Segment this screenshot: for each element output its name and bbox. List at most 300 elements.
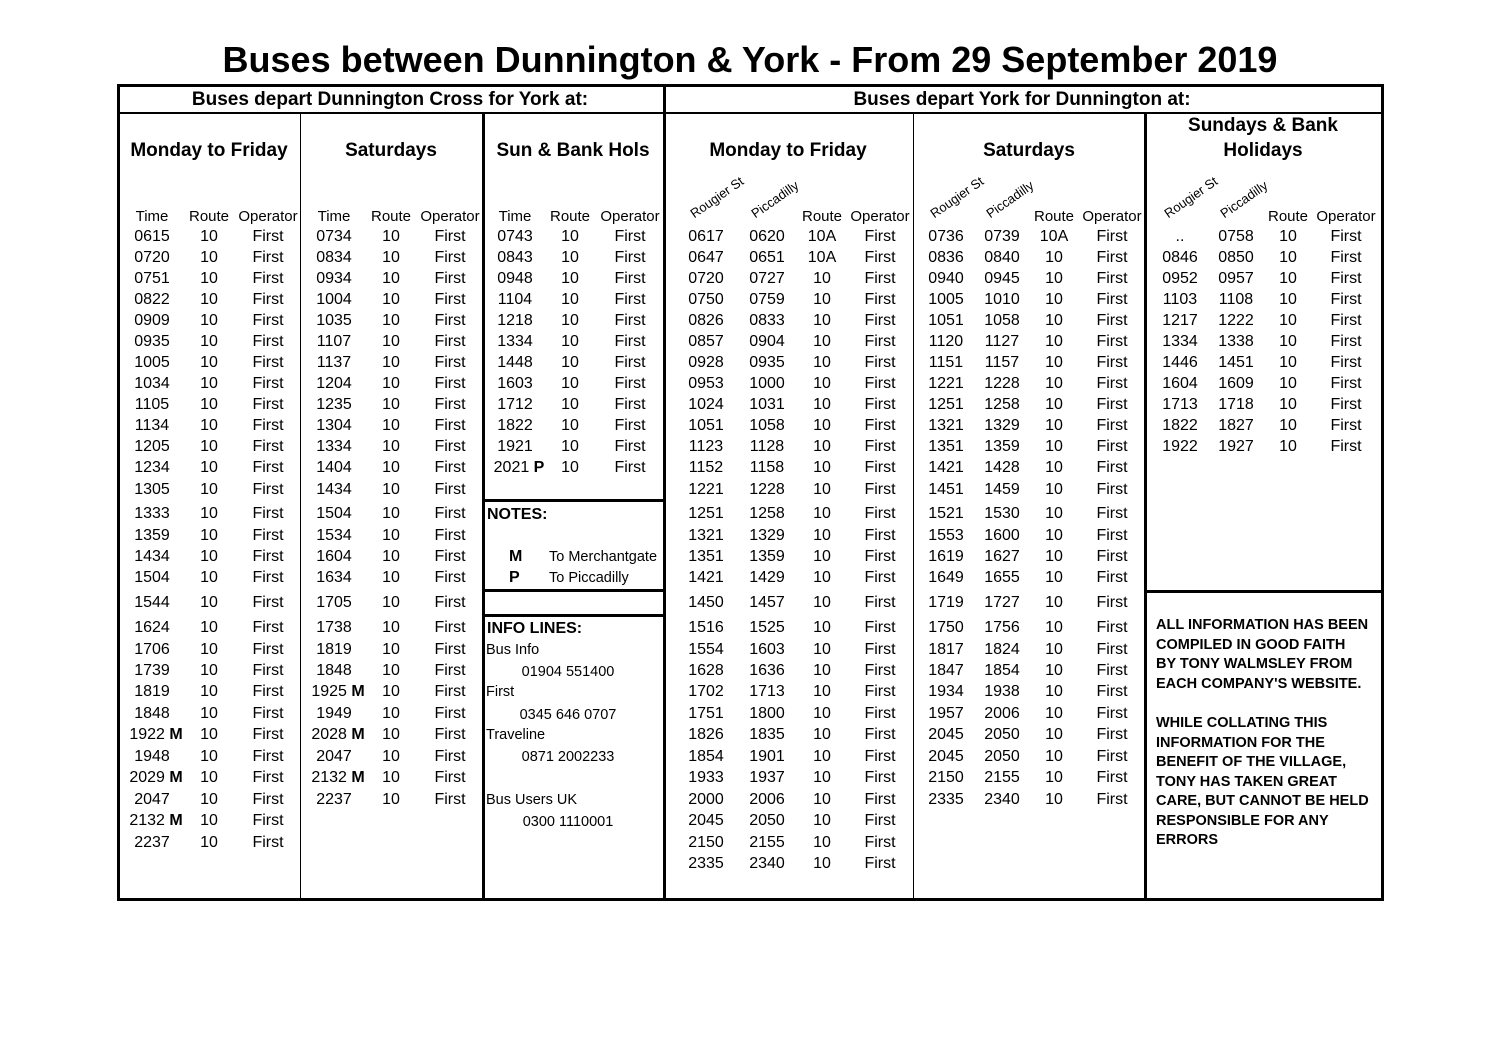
route-cell: 10: [382, 270, 400, 287]
time-cell: 1504: [134, 569, 170, 586]
time-cell: 0615: [134, 228, 170, 245]
operator-cell: First: [252, 312, 284, 329]
route-cell: 10: [561, 228, 579, 245]
route-cell: 10: [561, 417, 579, 434]
time-cell: 1948: [134, 748, 170, 765]
operator-cell: First: [252, 769, 284, 786]
operator-cell: First: [614, 438, 646, 455]
operator-cell: First: [434, 375, 466, 392]
time-cell: 1604: [316, 548, 352, 565]
stop-label: Rougier St: [687, 173, 747, 221]
piccadilly-time: 1127: [984, 333, 1020, 350]
rougier-st-time: 1826: [688, 726, 724, 743]
piccadilly-time: 1058: [984, 312, 1020, 329]
route-cell: 10: [813, 417, 831, 434]
operator-cell: First: [1096, 312, 1128, 329]
route-cell: 10: [813, 705, 831, 722]
disclaimer-line: BY TONY WALMSLEY FROM: [1156, 656, 1353, 672]
rougier-st-time: ..: [1175, 228, 1185, 245]
operator-cell: First: [252, 375, 284, 392]
piccadilly-time: 1338: [1218, 333, 1254, 350]
time-cell: 0734: [316, 228, 352, 245]
rougier-st-time: 1024: [688, 396, 724, 413]
route-cell: 10: [813, 748, 831, 765]
piccadilly-time: 1603: [749, 641, 785, 658]
route-cell: 10: [813, 812, 831, 829]
route-cell: 10: [1045, 354, 1063, 371]
operator-cell: First: [252, 619, 284, 636]
route-cell: 10: [1279, 228, 1297, 245]
piccadilly-time: 2155: [749, 834, 785, 851]
route-cell: 10: [1045, 641, 1063, 658]
route-cell: 10: [382, 375, 400, 392]
route-cell: 10: [813, 619, 831, 636]
operator-cell: First: [252, 505, 284, 522]
operator-cell: First: [434, 705, 466, 722]
column-header: Route: [1033, 208, 1075, 225]
route-cell: 10: [200, 333, 218, 350]
time-cell: 1848: [316, 662, 352, 679]
operator-cell: First: [1096, 748, 1128, 765]
operator-cell: First: [864, 333, 896, 350]
stop-label: Piccadilly: [1217, 177, 1271, 221]
route-cell: 10: [382, 417, 400, 434]
route-cell: 10: [1279, 417, 1297, 434]
time-cell: 1204: [316, 375, 352, 392]
rougier-st-time: 1604: [1162, 375, 1198, 392]
route-cell: 10: [1045, 619, 1063, 636]
route-cell: 10: [200, 769, 218, 786]
route-cell: 10: [382, 705, 400, 722]
time-cell: 1949: [316, 705, 352, 722]
route-cell: 10: [382, 438, 400, 455]
route-cell: 10: [1045, 333, 1063, 350]
route-cell: 10: [1045, 705, 1063, 722]
rougier-st-time: 0857: [688, 333, 724, 350]
rule: [482, 589, 665, 592]
rougier-st-time: 0750: [688, 291, 724, 308]
piccadilly-time: 1158: [749, 459, 785, 476]
route-cell: 10: [813, 834, 831, 851]
route-cell: 10: [1045, 291, 1063, 308]
rougier-st-time: 1151: [928, 354, 964, 371]
operator-cell: First: [252, 812, 284, 829]
stop-label: Piccadilly: [983, 177, 1037, 221]
rougier-st-time: 1421: [688, 569, 724, 586]
time-cell: 1603: [497, 375, 533, 392]
piccadilly-time: 0904: [749, 333, 785, 350]
route-cell: 10: [382, 726, 400, 743]
route-cell: 10: [1279, 312, 1297, 329]
route-cell: 10: [200, 354, 218, 371]
rougier-st-time: 2000: [688, 791, 724, 808]
operator-cell: First: [434, 333, 466, 350]
piccadilly-time: 2006: [749, 791, 785, 808]
time-cell: 1404: [316, 459, 352, 476]
piccadilly-time: 1108: [1218, 291, 1254, 308]
route-cell: 10: [200, 527, 218, 544]
time-cell: 1434: [316, 481, 352, 498]
route-cell: 10: [561, 438, 579, 455]
operator-cell: First: [1096, 683, 1128, 700]
route-cell: 10: [1045, 270, 1063, 287]
operator-cell: First: [864, 505, 896, 522]
info-phone: 01904 551400: [521, 664, 615, 680]
day-heading: Saturdays: [345, 140, 437, 161]
route-cell: 10: [200, 459, 218, 476]
rougier-st-time: 1822: [1162, 417, 1198, 434]
rougier-st-time: 0617: [688, 228, 724, 245]
operator-cell: First: [1096, 459, 1128, 476]
rougier-st-time: 2045: [688, 812, 724, 829]
rougier-st-time: 0647: [688, 249, 724, 266]
operator-cell: First: [864, 569, 896, 586]
route-cell: 10: [561, 312, 579, 329]
rougier-st-time: 1713: [1162, 396, 1198, 413]
time-cell: 1235: [316, 396, 352, 413]
operator-cell: First: [1096, 594, 1128, 611]
time-cell: 1005: [134, 354, 170, 371]
operator-cell: First: [252, 333, 284, 350]
piccadilly-time: 1938: [984, 683, 1020, 700]
column-header: Route: [801, 208, 843, 225]
piccadilly-time: 1525: [749, 619, 785, 636]
rougier-st-time: 1719: [928, 594, 964, 611]
route-cell: 10: [813, 855, 831, 872]
operator-cell: First: [434, 662, 466, 679]
operator-cell: First: [434, 726, 466, 743]
route-cell: 10: [200, 619, 218, 636]
time-cell: 1333: [134, 505, 170, 522]
operator-cell: First: [1330, 438, 1362, 455]
route-cell: 10: [1045, 662, 1063, 679]
time-cell: 1819: [134, 683, 170, 700]
rougier-st-time: 0928: [688, 354, 724, 371]
route-cell: 10: [813, 505, 831, 522]
rule: [1144, 590, 1383, 593]
operator-cell: First: [434, 249, 466, 266]
operator-cell: First: [1096, 228, 1128, 245]
route-cell: 10A: [807, 228, 837, 245]
rougier-st-time: 1451: [928, 481, 964, 498]
disclaimer-line: ALL INFORMATION HAS BEEN: [1156, 617, 1369, 633]
operator-cell: First: [252, 291, 284, 308]
time-cell: 1848: [134, 705, 170, 722]
note-text: To Merchantgate: [549, 549, 658, 565]
time-cell: 1034: [134, 375, 170, 392]
piccadilly-time: 2340: [749, 855, 785, 872]
piccadilly-time: 1359: [984, 438, 1020, 455]
operator-cell: First: [434, 396, 466, 413]
operator-cell: First: [1096, 726, 1128, 743]
route-cell: 10: [813, 396, 831, 413]
operator-cell: First: [1330, 417, 1362, 434]
rougier-st-time: 1521: [928, 505, 964, 522]
operator-cell: First: [252, 569, 284, 586]
operator-cell: First: [614, 375, 646, 392]
disclaimer-line: WHILE COLLATING THIS: [1156, 715, 1328, 731]
piccadilly-time: 2006: [984, 705, 1020, 722]
route-cell: 10: [813, 641, 831, 658]
piccadilly-time: 1827: [1218, 417, 1254, 434]
route-cell: 10: [1279, 291, 1297, 308]
page-title: Buses between Dunnington & York - From 29 September 2019: [222, 39, 1278, 80]
time-cell: 1004: [316, 291, 352, 308]
rougier-st-time: 1554: [688, 641, 724, 658]
piccadilly-time: 0739: [984, 228, 1020, 245]
operator-cell: First: [1330, 291, 1362, 308]
route-cell: 10: [200, 249, 218, 266]
rougier-st-time: 1957: [928, 705, 964, 722]
operator-cell: First: [1096, 438, 1128, 455]
rougier-st-time: 1817: [928, 641, 964, 658]
rule: [117, 898, 1383, 901]
operator-cell: First: [1096, 333, 1128, 350]
time-cell: 0822: [134, 291, 170, 308]
operator-cell: First: [252, 705, 284, 722]
operator-cell: First: [864, 375, 896, 392]
operator-cell: First: [252, 748, 284, 765]
rougier-st-time: 1120: [928, 333, 964, 350]
piccadilly-time: 1937: [749, 769, 785, 786]
rougier-st-time: 1217: [1162, 312, 1198, 329]
piccadilly-time: 0957: [1218, 270, 1254, 287]
rougier-st-time: 1750: [928, 619, 964, 636]
info-phone: 0871 2002233: [521, 749, 615, 765]
rougier-st-time: 1751: [688, 705, 724, 722]
route-cell: 10: [200, 662, 218, 679]
time-cell: 1819: [316, 641, 352, 658]
rougier-st-time: 1922: [1162, 438, 1198, 455]
time-cell: 1448: [497, 354, 533, 371]
route-cell: 10: [382, 312, 400, 329]
operator-cell: First: [1096, 375, 1128, 392]
operator-cell: First: [1330, 354, 1362, 371]
route-cell: 10: [382, 594, 400, 611]
column-header: Route: [549, 208, 591, 225]
time-cell: 2047: [316, 748, 352, 765]
route-cell: 10: [1045, 417, 1063, 434]
rougier-st-time: 2045: [928, 748, 964, 765]
operator-cell: First: [434, 748, 466, 765]
operator-cell: First: [614, 270, 646, 287]
route-cell: 10: [1045, 527, 1063, 544]
operator-cell: First: [252, 683, 284, 700]
operator-cell: First: [252, 527, 284, 544]
operator-cell: First: [1096, 396, 1128, 413]
operator-cell: First: [1096, 291, 1128, 308]
time-cell: 2047: [134, 791, 170, 808]
operator-cell: First: [1330, 375, 1362, 392]
piccadilly-time: 1835: [749, 726, 785, 743]
info-heading: INFO LINES:: [487, 620, 583, 637]
operator-cell: First: [614, 291, 646, 308]
time-cell: 1218: [497, 312, 533, 329]
time-cell: 1205: [134, 438, 170, 455]
rule: [117, 84, 1383, 87]
piccadilly-time: 2155: [984, 769, 1020, 786]
disclaimer-line: ERRORS: [1156, 832, 1219, 848]
time-cell: 1305: [134, 481, 170, 498]
route-cell: 10: [382, 354, 400, 371]
time-cell: 0834: [316, 249, 352, 266]
route-cell: 10: [200, 270, 218, 287]
time-cell: 1137: [316, 354, 352, 371]
rougier-st-time: 1103: [1162, 291, 1198, 308]
route-cell: 10A: [1039, 228, 1069, 245]
piccadilly-time: 0758: [1218, 228, 1254, 245]
operator-cell: First: [864, 354, 896, 371]
piccadilly-time: 1128: [749, 438, 785, 455]
time-cell: 1712: [497, 396, 533, 413]
route-cell: 10: [200, 705, 218, 722]
day-heading: Holidays: [1223, 140, 1303, 161]
piccadilly-time: 1756: [984, 619, 1020, 636]
piccadilly-time: 0850: [1218, 249, 1254, 266]
piccadilly-time: 1258: [749, 505, 785, 522]
route-cell: 10: [1279, 375, 1297, 392]
operator-cell: First: [434, 270, 466, 287]
time-cell: 0720: [134, 249, 170, 266]
route-cell: 10: [382, 527, 400, 544]
operator-cell: First: [614, 228, 646, 245]
operator-cell: First: [1096, 417, 1128, 434]
column-header: Operator: [850, 208, 910, 225]
time-cell: 1544: [134, 594, 170, 611]
piccadilly-time: 1655: [984, 569, 1020, 586]
day-heading: Monday to Friday: [130, 140, 288, 161]
disclaimer-line: COMPILED IN GOOD FAITH: [1156, 636, 1346, 653]
route-cell: 10: [382, 548, 400, 565]
rougier-st-time: 1619: [928, 548, 964, 565]
rougier-st-time: 1051: [928, 312, 964, 329]
operator-cell: First: [614, 333, 646, 350]
route-cell: 10: [1279, 396, 1297, 413]
route-cell: 10: [1045, 396, 1063, 413]
rougier-st-time: 1854: [688, 748, 724, 765]
operator-cell: First: [1330, 312, 1362, 329]
piccadilly-time: 1609: [1218, 375, 1254, 392]
operator-cell: First: [1096, 705, 1128, 722]
piccadilly-time: 1031: [749, 396, 785, 413]
time-cell: 1739: [134, 662, 170, 679]
route-cell: 10: [200, 291, 218, 308]
time-cell: 2029 M: [129, 769, 183, 786]
rougier-st-time: 2335: [688, 855, 724, 872]
operator-cell: First: [864, 459, 896, 476]
rule: [663, 84, 666, 901]
time-cell: 0743: [497, 228, 533, 245]
route-cell: 10: [813, 333, 831, 350]
route-cell: 10: [1045, 505, 1063, 522]
time-cell: 1504: [316, 505, 352, 522]
operator-cell: First: [1330, 228, 1362, 245]
piccadilly-time: 1228: [984, 375, 1020, 392]
time-cell: 0751: [134, 270, 170, 287]
time-cell: 1104: [497, 291, 533, 308]
operator-cell: First: [252, 396, 284, 413]
operator-cell: First: [614, 354, 646, 371]
operator-cell: First: [1096, 505, 1128, 522]
piccadilly-time: 0620: [749, 228, 785, 245]
operator-cell: First: [864, 662, 896, 679]
route-cell: 10: [200, 812, 218, 829]
piccadilly-time: 1000: [749, 375, 785, 392]
route-cell: 10: [382, 791, 400, 808]
column-header: Operator: [420, 208, 480, 225]
time-cell: 2237: [134, 834, 170, 851]
operator-cell: First: [252, 726, 284, 743]
piccadilly-time: 1010: [984, 291, 1020, 308]
route-cell: 10: [200, 726, 218, 743]
rougier-st-time: 0736: [928, 228, 964, 245]
route-cell: 10: [382, 662, 400, 679]
piccadilly-time: 0759: [749, 291, 785, 308]
piccadilly-time: 1718: [1218, 396, 1254, 413]
rougier-st-time: 2150: [928, 769, 964, 786]
route-cell: 10: [1045, 249, 1063, 266]
route-cell: 10: [813, 375, 831, 392]
route-cell: 10: [200, 417, 218, 434]
operator-cell: First: [864, 726, 896, 743]
operator-cell: First: [1096, 249, 1128, 266]
route-cell: 10: [1279, 438, 1297, 455]
disclaimer-line: CARE, BUT CANNOT BE HELD: [1156, 793, 1369, 809]
rougier-st-time: 0952: [1162, 270, 1198, 287]
route-cell: 10: [1279, 270, 1297, 287]
operator-cell: First: [252, 594, 284, 611]
operator-cell: First: [252, 438, 284, 455]
route-cell: 10: [1045, 438, 1063, 455]
operator-cell: First: [434, 291, 466, 308]
operator-cell: First: [1096, 569, 1128, 586]
column-header: Route: [188, 208, 230, 225]
route-cell: 10: [200, 569, 218, 586]
operator-cell: First: [434, 354, 466, 371]
route-cell: 10: [813, 662, 831, 679]
time-cell: 2028 M: [311, 726, 365, 743]
operator-cell: First: [252, 228, 284, 245]
day-heading: Monday to Friday: [709, 140, 867, 161]
time-cell: 1634: [316, 569, 352, 586]
rougier-st-time: 1421: [928, 459, 964, 476]
operator-cell: First: [1330, 270, 1362, 287]
operator-cell: First: [252, 249, 284, 266]
operator-cell: First: [614, 249, 646, 266]
time-cell: 2237: [316, 791, 352, 808]
operator-cell: First: [1096, 270, 1128, 287]
operator-cell: First: [434, 417, 466, 434]
piccadilly-time: 1727: [984, 594, 1020, 611]
rougier-st-time: 0826: [688, 312, 724, 329]
rougier-st-time: 1553: [928, 527, 964, 544]
rougier-st-time: 1446: [1162, 354, 1198, 371]
operator-cell: First: [252, 834, 284, 851]
operator-cell: First: [434, 548, 466, 565]
disclaimer-line: BENEFIT OF THE VILLAGE,: [1156, 754, 1347, 770]
route-cell: 10: [813, 594, 831, 611]
operator-cell: First: [434, 569, 466, 586]
route-cell: 10: [561, 333, 579, 350]
piccadilly-time: 0945: [984, 270, 1020, 287]
route-cell: 10: [382, 505, 400, 522]
route-cell: 10: [813, 481, 831, 498]
rougier-st-time: 1628: [688, 662, 724, 679]
route-cell: 10: [813, 769, 831, 786]
operator-cell: First: [864, 855, 896, 872]
operator-cell: First: [864, 396, 896, 413]
piccadilly-time: 1600: [984, 527, 1020, 544]
